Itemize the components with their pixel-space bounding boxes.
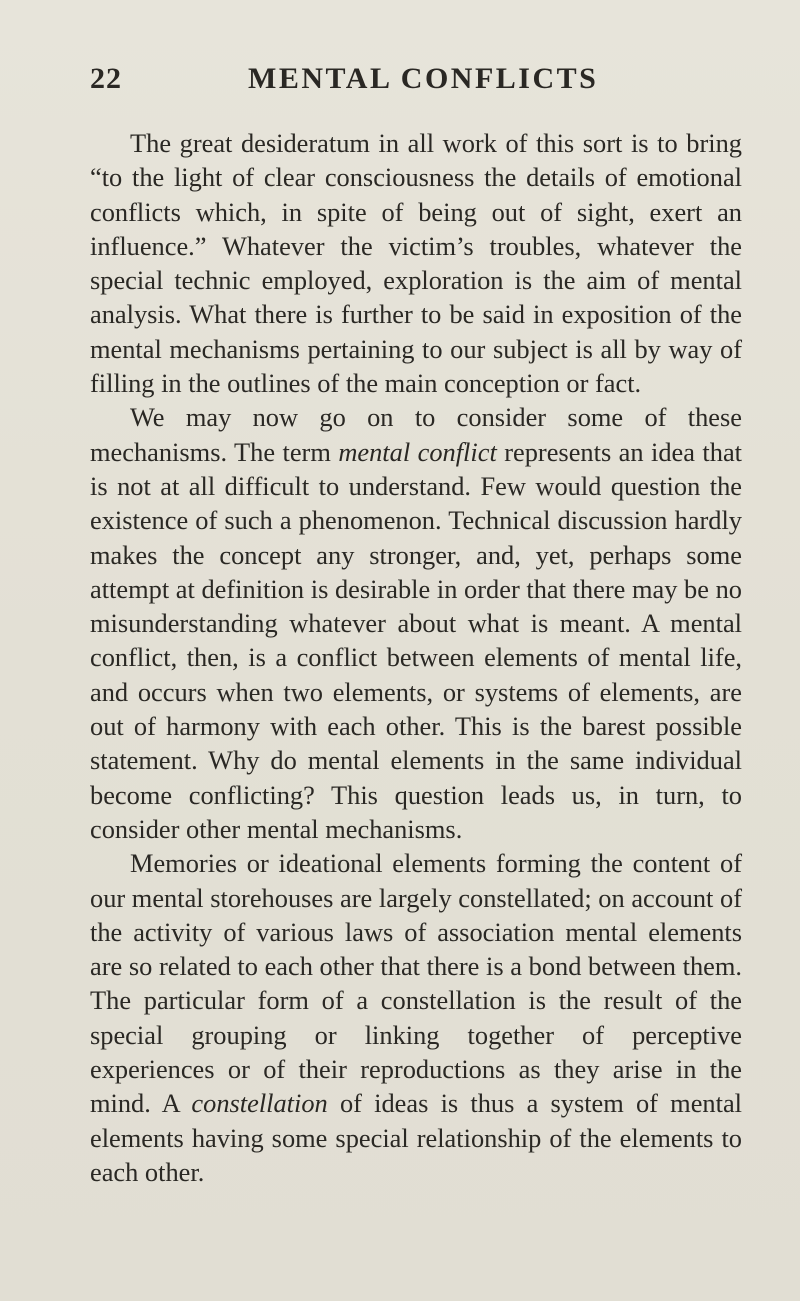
italic-term-mental-conflict: mental conflict <box>338 436 497 467</box>
paragraph-text: of ideas is thus a system of mental elements having some special relationship of the elements to each other. <box>90 1088 742 1187</box>
body-text <box>90 126 742 1189</box>
paragraph-text: Memories or ideational elements forming the content of our mental storehouses are largely constellated; on account of the activity of various laws of association mental elements are so related to each other that there is a bond between them. The particular form of a constellation is the result of the special grouping or linking together of perceptive experiences or of their reproductions as they arise in the mind. A <box>90 848 742 1119</box>
paragraph-1 <box>90 126 742 400</box>
paragraph-text: represents an idea that is not at all difficult to understand. Few would question the existence of such a phenomenon. Technical discussion hardly makes the concept any stronger, and, yet, perhaps some attempt at definition is desirable in order that there may be no misunderstanding whatever about what is meant. A mental conflict, then, is a conflict between elements of mental life, and occurs when two elements, or systems of elements, are out of harmony with each other. This is the barest possible statement. Why do mental elements in the same individual become conflicting? This question leads us, in turn, to consider other mental mechanisms. <box>90 436 743 844</box>
page-number: 22 <box>90 62 122 95</box>
running-head <box>90 62 742 102</box>
paragraph-3 <box>90 846 742 1189</box>
paragraph-2 <box>90 400 742 846</box>
paragraph-text: The great desideratum in all work of this sort is to bring “to the light of clear consciousness the details of emotional conflicts which, in spite of being out of sight, exert an influence.” Whatever the victim’s troubles, whatever the special technic employed, exploration is the aim of mental analysis. What there is further to be said in exposition of the mental mechanisms pertaining to our subject is all by way of filling in the outlines of the main conception or fact. <box>90 128 742 399</box>
running-head-title: MENTAL CONFLICTS <box>248 62 599 95</box>
paragraph-text: We may now go on to consider some of these mechanisms. The term <box>90 402 742 467</box>
italic-term-constellation: constellation <box>191 1088 328 1119</box>
